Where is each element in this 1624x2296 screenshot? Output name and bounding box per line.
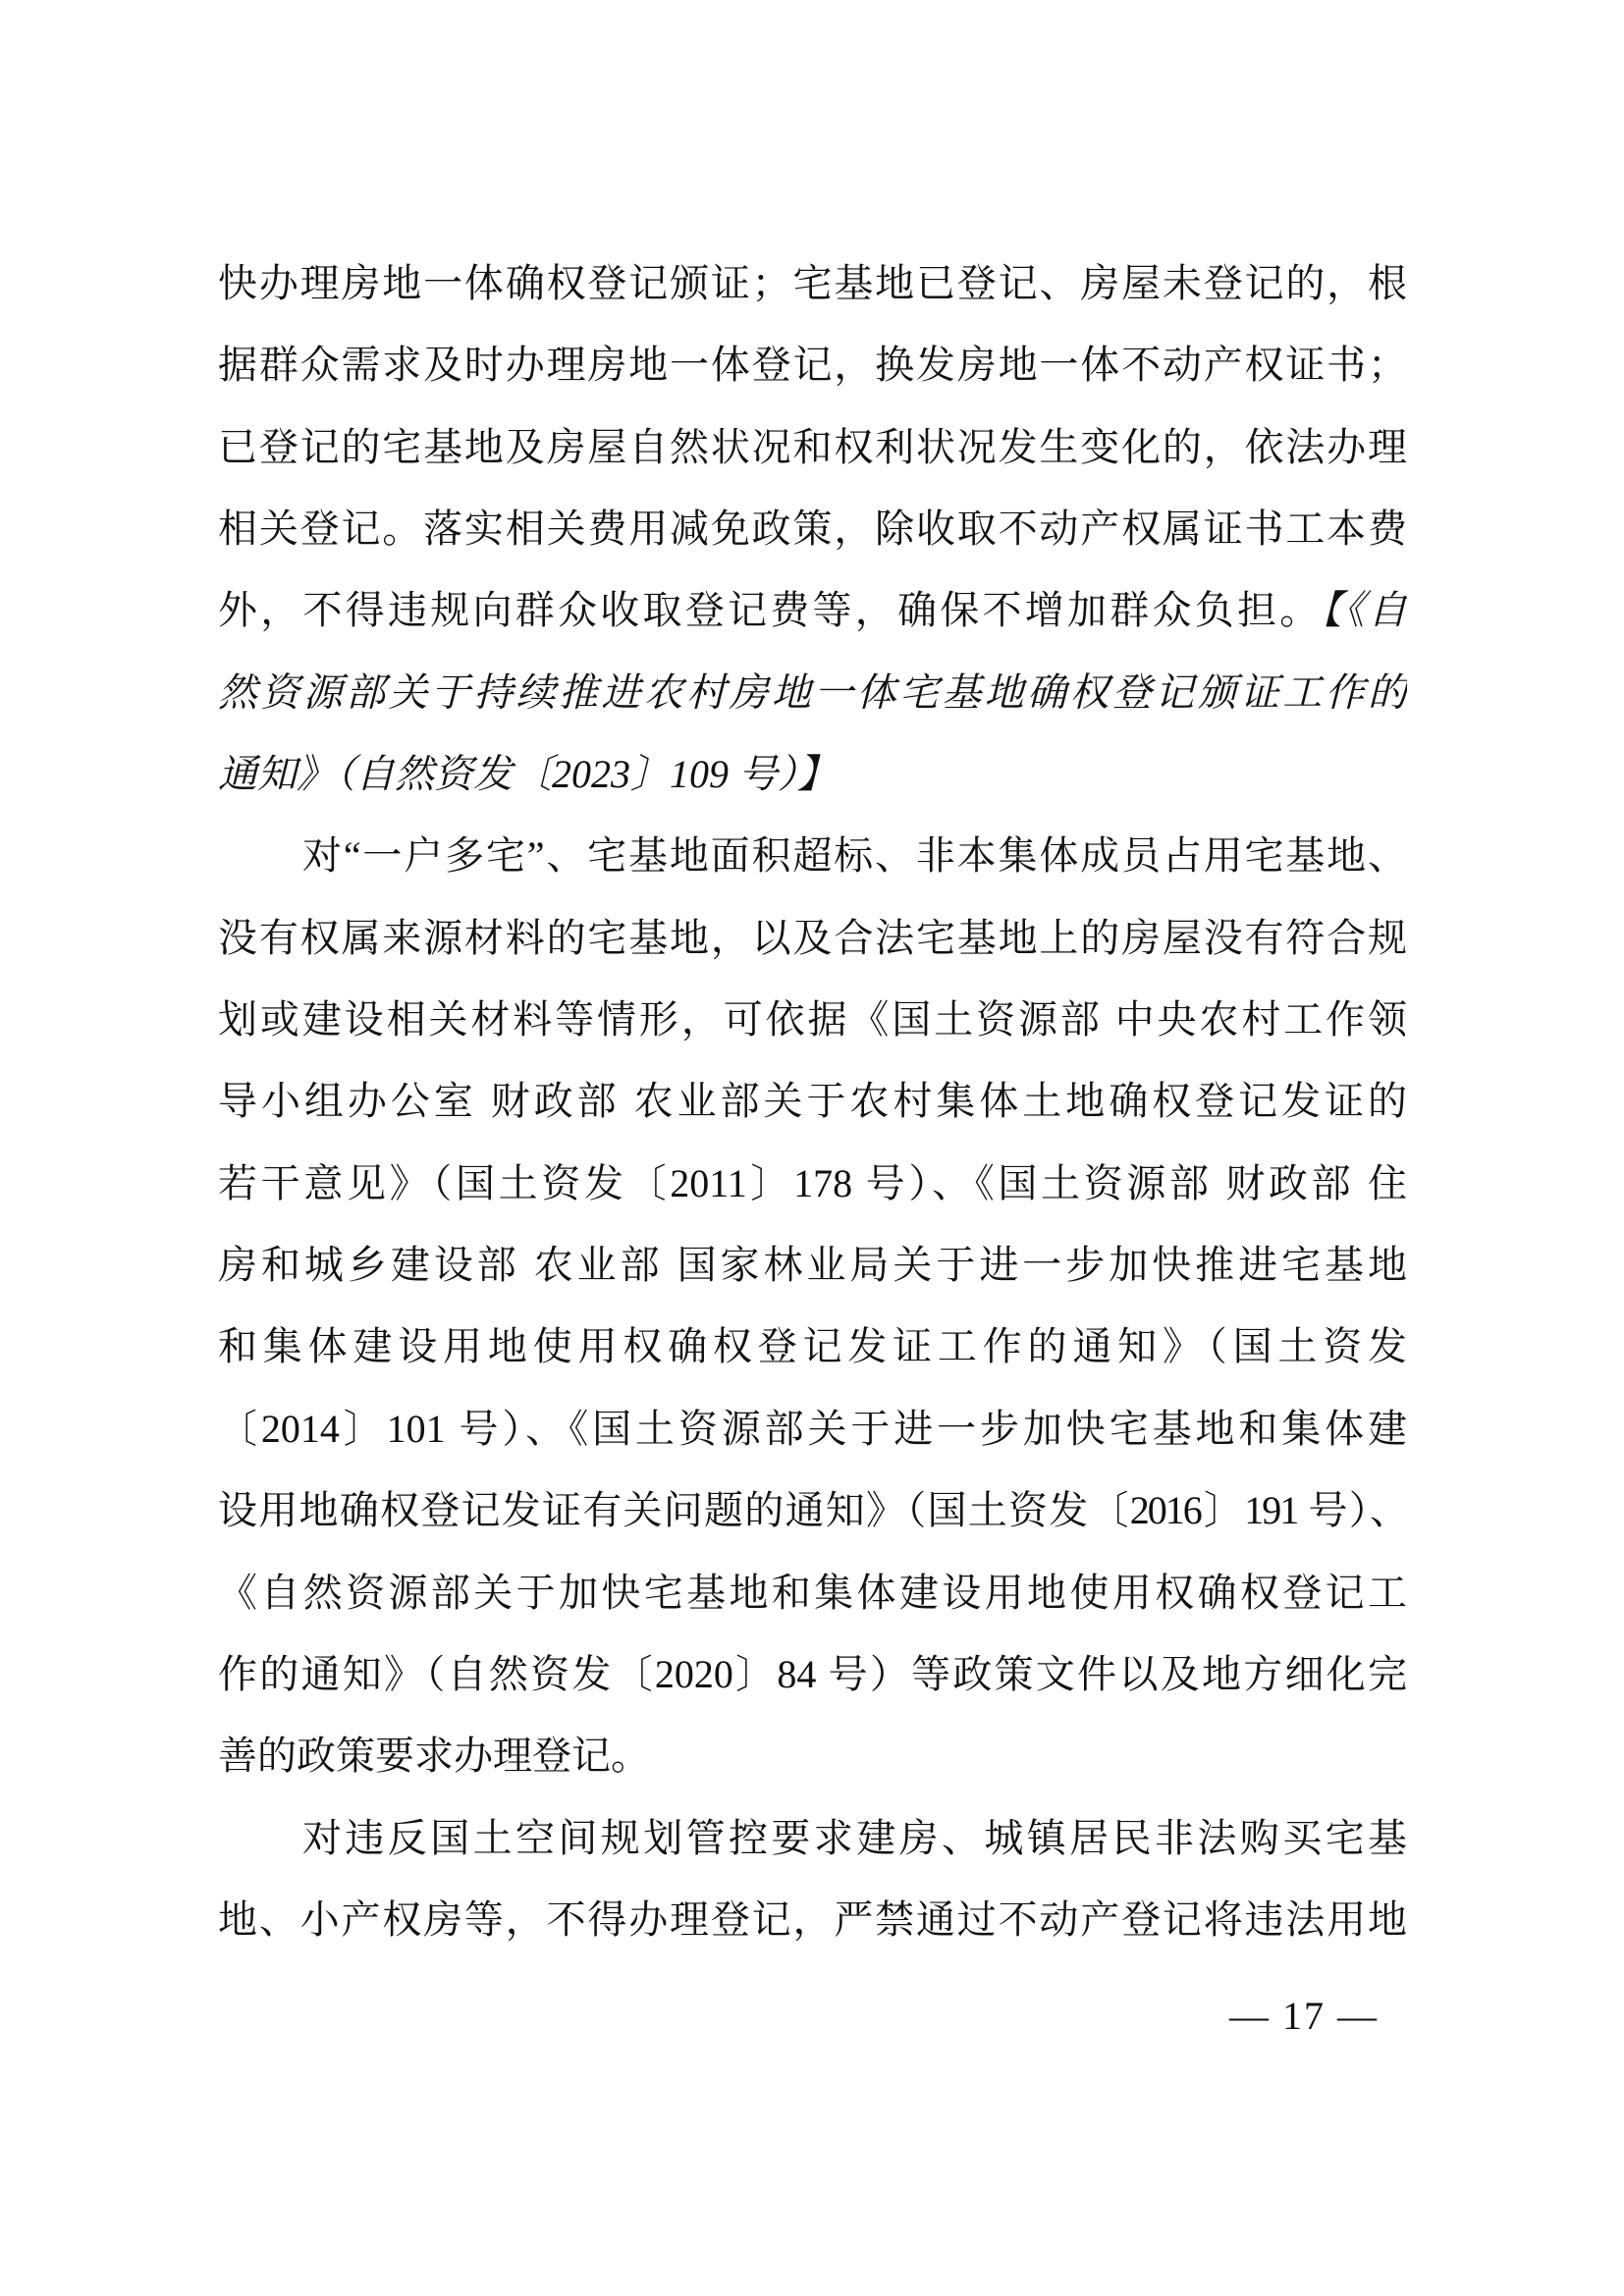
text-run: 善的政策要求办理登记。 (218, 1734, 650, 1779)
text-line-18 (218, 1633, 1407, 1715)
text-run: 导小组办公室 财政部 农业部关于农村集体土地确权登记发证的 (218, 1079, 1407, 1124)
text-line-16 (218, 1469, 1407, 1551)
text-line-5 (218, 569, 1407, 651)
text-line-19 (218, 1715, 1407, 1796)
citation-run: 【《自 (1322, 588, 1407, 633)
text-run: 和集体建设用地使用权确权登记发证工作的通知》（国土资发 (218, 1324, 1407, 1369)
text-run: 没有权属来源材料的宅基地，以及合法宅基地上的房屋没有符合规 (218, 915, 1407, 960)
text-run: 外，不得违规向群众收取登记费等，确保不增加群众负担。 (218, 588, 1323, 633)
text-line-2 (218, 324, 1407, 405)
text-run: 快办理房地一体确权登记颁证；宅基地已登记、房屋未登记的，根 (218, 261, 1407, 305)
text-line-21 (218, 1879, 1407, 1960)
text-run: 地、小产权房等，不得办理登记，严禁通过不动产登记将违法用地 (218, 1896, 1407, 1942)
text-line-7 (218, 733, 1407, 815)
text-run: 划或建设相关材料等情形，可依据《国土资源部 中央农村工作领 (218, 997, 1407, 1042)
text-line-15 (218, 1388, 1407, 1469)
text-line-14 (218, 1306, 1407, 1387)
text-line-10 (218, 979, 1407, 1060)
text-run: 若干意见》（国土资发〔2011〕178 号）、《国土资源部 财政部 住 (218, 1160, 1407, 1205)
text-line-8 (218, 815, 1407, 896)
text-line-11 (218, 1060, 1407, 1142)
text-line-3 (218, 406, 1407, 488)
text-line-20 (218, 1797, 1407, 1879)
citation-run: 通知》（自然资发〔2023〕109 号）】 (218, 752, 837, 797)
text-line-4 (218, 488, 1407, 569)
text-run: 设用地确权登记发证有关问题的通知》（国土资发〔2016〕191 号）、 (218, 1488, 1407, 1533)
text-run: 相关登记。落实相关费用减免政策，除收取不动产权属证书工本费 (218, 507, 1407, 552)
text-line-12 (218, 1143, 1407, 1224)
citation-run: 然资源部关于持续推进农村房地一体宅基地确权登记颁证工作的 (218, 669, 1407, 715)
text-line-6 (218, 652, 1407, 733)
text-run: 对“一户多宅”、宅基地面积超标、非本集体成员占用宅基地、 (302, 833, 1407, 879)
text-line-17 (218, 1552, 1407, 1633)
text-line-13 (218, 1224, 1407, 1306)
text-run: 《自然资源部关于加快宅基地和集体建设用地使用权确权登记工 (218, 1570, 1407, 1615)
text-run: 作的通知》（自然资发〔2020〕84 号）等政策文件以及地方细化完 (218, 1651, 1407, 1696)
text-run: 对违反国土空间规划管控要求建房、城镇居民非法购买宅基 (302, 1815, 1407, 1860)
body-text-block (218, 242, 1407, 1960)
page-number: — 17 — (1229, 1994, 1379, 2038)
text-run: 〔2014〕101 号）、《国土资源部关于进一步加快宅基地和集体建 (218, 1406, 1407, 1451)
text-run: 已登记的宅基地及房屋自然状况和权利状况发生变化的，依法办理 (218, 424, 1407, 469)
text-run: 房和城乡建设部 农业部 国家林业局关于进一步加快推进宅基地 (218, 1243, 1407, 1288)
text-line-9 (218, 897, 1407, 979)
text-line-1 (218, 242, 1407, 324)
text-run: 据群众需求及时办理房地一体登记，换发房地一体不动产权证书； (218, 343, 1407, 388)
